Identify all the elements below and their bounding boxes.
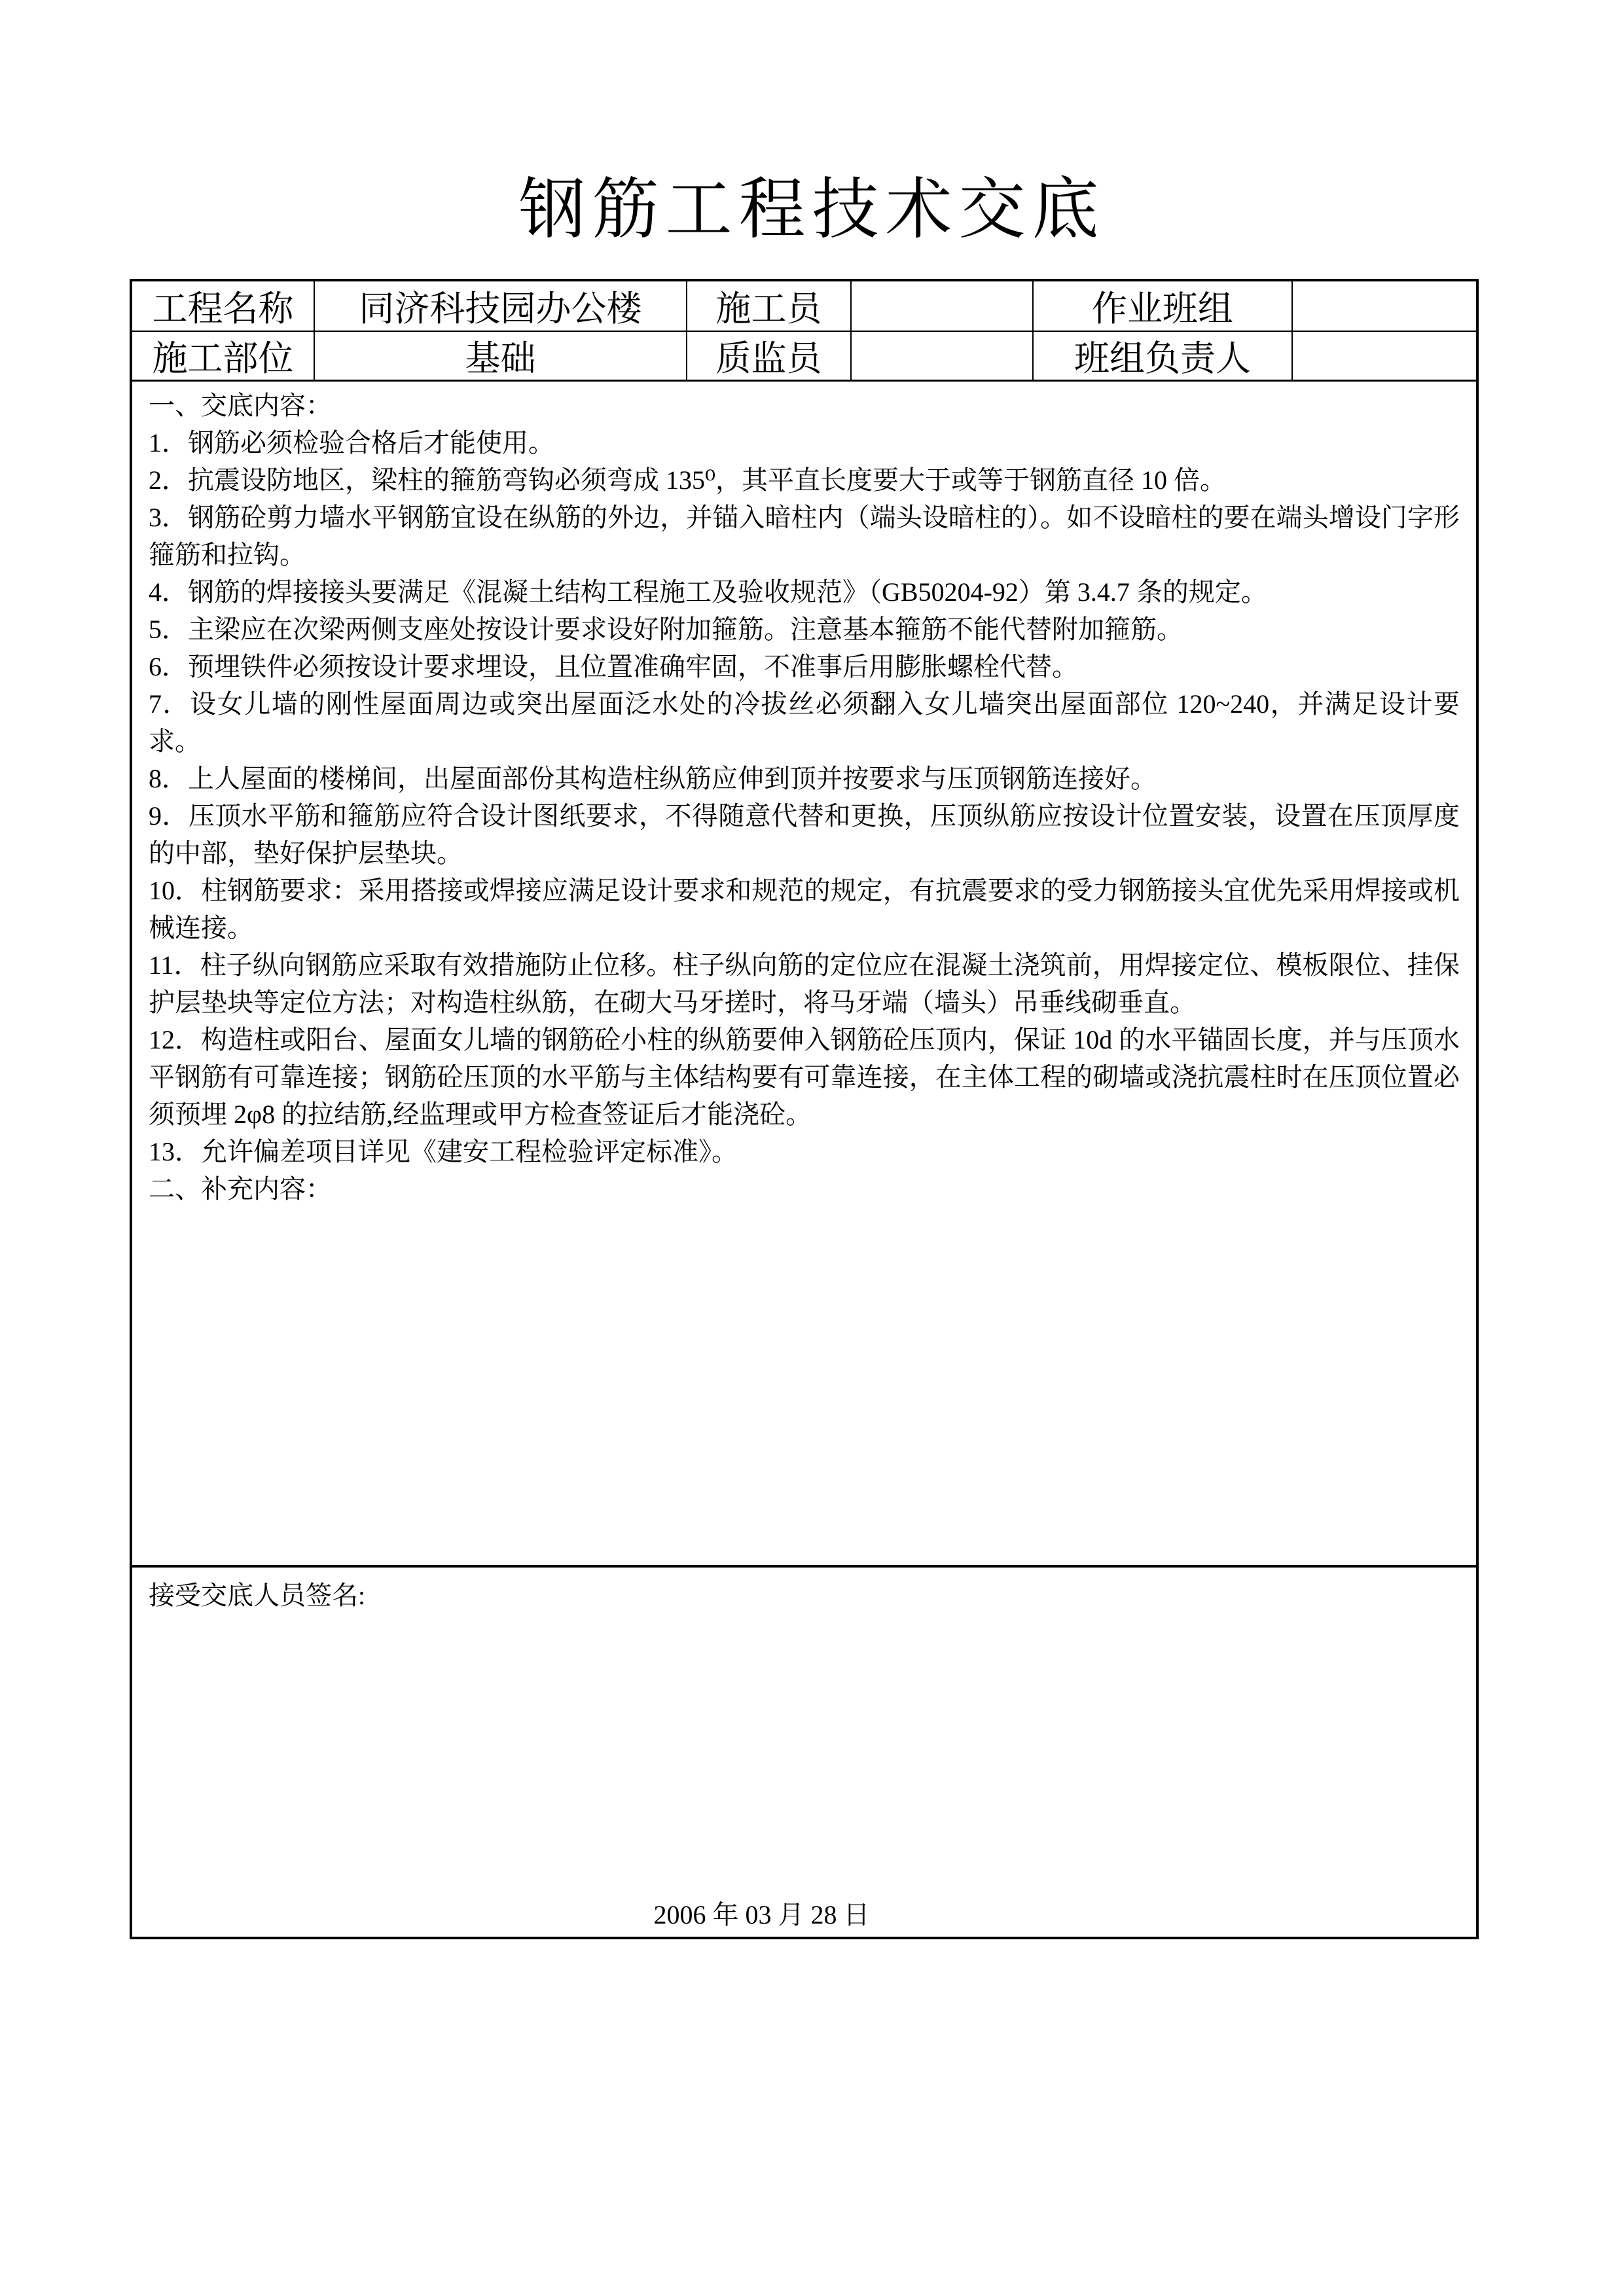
- document-date: 2006 年 03 月 28 日: [653, 1900, 870, 1929]
- page-title: 钢筋工程技术交底: [518, 173, 1106, 247]
- disclosure-item: 5．主梁应在次梁两侧支座处按设计要求设好附加箍筋。注意基本箍筋不能代替附加箍筋。: [149, 615, 1183, 644]
- disclosure-item: 12．构造柱或阳台、屋面女儿墙的钢筋砼小柱的纵筋要伸入钢筋砼压顶内，保证 10d 的水平锚固长度，并与压顶水平钢筋有可靠连接；钢筋砼压顶的水平筋与主体结构要有可靠连接，在主体工程的砌墙或浇抗震柱时在压顶位置必须预埋 2φ8 的拉结筋,经监理或甲方检查签证后才能浇砼。: [149, 1025, 1460, 1129]
- construction-part-value: 基础: [315, 332, 687, 380]
- team-leader-label: 班组负责人: [1034, 332, 1293, 380]
- builder-label: 施工员: [687, 281, 852, 331]
- disclosure-item: 11．柱子纵向钢筋应采取有效措施防止位移。柱子纵向筋的定位应在混凝土浇筑前，用焊接定位、模板限位、挂保护层垫块等定位方法；对构造柱纵筋，在砌大马牙搓时，将马牙端（墙头）吊垂线砌垂直。: [149, 950, 1460, 1017]
- quality-inspector-label: 质监员: [687, 332, 852, 380]
- work-team-label: 作业班组: [1034, 281, 1293, 331]
- disclosure-content: [132, 382, 1476, 1568]
- signature-label: 接受交底人员签名:: [149, 1581, 366, 1610]
- signature-area: [132, 1568, 1476, 1937]
- quality-inspector-value: [852, 332, 1034, 380]
- construction-part-label: 施工部位: [132, 332, 315, 380]
- project-name-value: 同济科技园办公楼: [315, 281, 687, 331]
- section-heading-disclosure: 一、交底内容：: [149, 391, 332, 420]
- disclosure-table: [130, 279, 1479, 1939]
- disclosure-item: 6．预埋铁件必须按设计要求埋设，且位置准确牢固，不准事后用膨胀螺栓代替。: [149, 652, 1078, 681]
- project-name-label: 工程名称: [132, 281, 315, 331]
- section-heading-supplement: 二、补充内容：: [149, 1174, 332, 1204]
- disclosure-item: 8．上人屋面的楼梯间，出屋面部份其构造柱纵筋应伸到顶并按要求与压顶钢筋连接好。: [149, 764, 1157, 793]
- disclosure-item: 10．柱钢筋要求：采用搭接或焊接应满足设计要求和规范的规定，有抗震要求的受力钢筋接头宜优先采用焊接或机械连接。: [149, 876, 1460, 942]
- builder-value: [852, 281, 1034, 331]
- disclosure-item: 3．钢筋砼剪力墙水平钢筋宜设在纵筋的外边，并锚入暗柱内（端头设暗柱的）。如不设暗柱的要在端头增设门字形箍筋和拉钩。: [149, 503, 1460, 569]
- info-row-2: [132, 332, 1476, 382]
- info-row-1: [132, 281, 1476, 332]
- disclosure-item: 2．抗震设防地区，梁柱的箍筋弯钩必须弯成 135⁰，其平直长度要大于或等于钢筋直径 10 倍。: [149, 465, 1227, 495]
- disclosure-item: 1．钢筋必须检验合格后才能使用。: [149, 428, 554, 457]
- disclosure-item: 9．压顶水平筋和箍筋应符合设计图纸要求，不得随意代替和更换，压顶纵筋应按设计位置安装，设置在压顶厚度的中部，垫好保护层垫块。: [149, 801, 1460, 868]
- disclosure-item: 4．钢筋的焊接接头要满足《混凝土结构工程施工及验收规范》（GB50204-92）第 3.4.7 条的规定。: [149, 577, 1267, 607]
- disclosure-item: 7．设女儿墙的刚性屋面周边或突出屋面泛水处的冷拔丝必须翻入女儿墙突出屋面部位 120~240，并满足设计要求。: [149, 689, 1460, 756]
- team-leader-value: [1293, 332, 1476, 380]
- disclosure-item: 13．允许偏差项目详见《建安工程检验评定标准》。: [149, 1137, 738, 1166]
- work-team-value: [1293, 281, 1476, 331]
